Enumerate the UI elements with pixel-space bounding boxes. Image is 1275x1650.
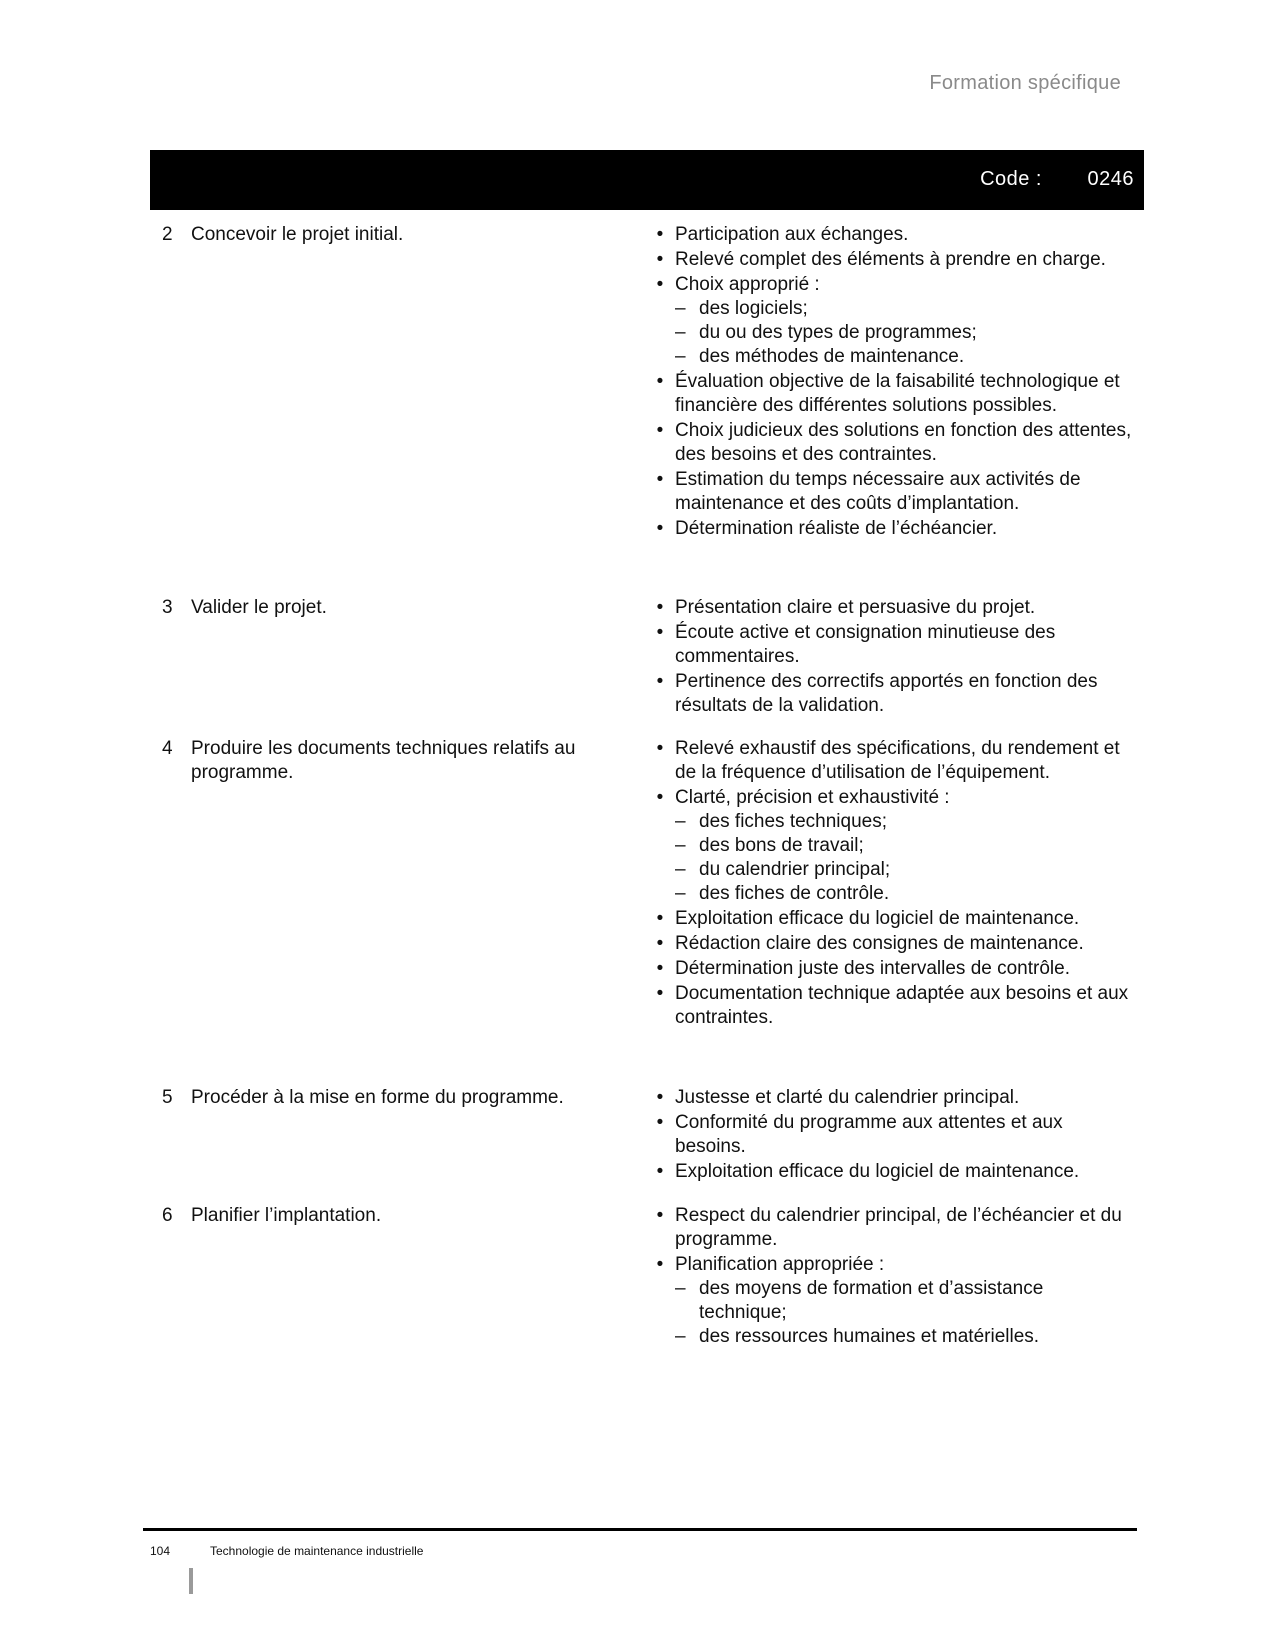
criterion-item bbox=[651, 786, 1136, 906]
step-text: Planifier l’implantation. bbox=[191, 1205, 382, 1226]
dash-icon: – bbox=[675, 811, 686, 832]
bullet-icon: • bbox=[656, 1205, 664, 1226]
step-text: Valider le projet. bbox=[191, 597, 327, 618]
criterion-subitem bbox=[675, 1325, 1136, 1349]
bullet-icon: • bbox=[656, 1087, 664, 1108]
criterion-text: Détermination juste des intervalles de contrôle. bbox=[675, 958, 1070, 979]
criterion-subitem bbox=[675, 810, 1136, 834]
criterion-text: Présentation claire et persuasive du projet. bbox=[675, 597, 1036, 618]
criterion-item bbox=[651, 419, 1136, 467]
bullet-icon: • bbox=[656, 933, 664, 954]
criterion-item bbox=[651, 932, 1136, 956]
criterion-text: Évaluation objective de la faisabilité technologique et financière des différentes solutions possibles. bbox=[675, 371, 1120, 416]
bullet-icon: • bbox=[656, 1161, 664, 1182]
step-cell bbox=[162, 1204, 622, 1228]
criterion-subitem bbox=[675, 297, 1136, 321]
criterion-item bbox=[651, 596, 1136, 620]
bullet-icon: • bbox=[656, 738, 664, 759]
criterion-text: Écoute active et consignation minutieuse des commentaires. bbox=[675, 622, 1056, 667]
footer-rule bbox=[143, 1528, 1137, 1531]
dash-icon: – bbox=[675, 298, 686, 319]
criterion-text: Justesse et clarté du calendrier principal. bbox=[675, 1087, 1020, 1108]
step-text: Concevoir le projet initial. bbox=[191, 224, 404, 245]
criterion-item bbox=[651, 273, 1136, 369]
bullet-icon: • bbox=[656, 597, 664, 618]
criterion-text: Participation aux échanges. bbox=[675, 224, 909, 245]
bullet-icon: • bbox=[656, 908, 664, 929]
criteria-list bbox=[651, 1086, 1136, 1185]
subitem-text: des bons de travail; bbox=[699, 835, 864, 856]
step-text: Produire les documents techniques relatifs au programme. bbox=[191, 738, 576, 783]
criterion-item bbox=[651, 370, 1136, 418]
criterion-item bbox=[651, 982, 1136, 1030]
criterion-subitem bbox=[675, 834, 1136, 858]
criterion-text: Exploitation efficace du logiciel de maintenance. bbox=[675, 1161, 1080, 1182]
criterion-item bbox=[651, 670, 1136, 718]
step-text: Procéder à la mise en forme du programme. bbox=[191, 1087, 564, 1108]
bullet-icon: • bbox=[656, 518, 664, 539]
subitem-text: des logiciels; bbox=[699, 298, 808, 319]
dash-icon: – bbox=[675, 322, 686, 343]
bullet-icon: • bbox=[656, 1112, 664, 1133]
bullet-icon: • bbox=[656, 224, 664, 245]
step-number: 3 bbox=[162, 597, 173, 618]
bullet-icon: • bbox=[656, 469, 664, 490]
step-cell bbox=[162, 223, 622, 247]
criterion-text: Conformité du programme aux attentes et aux besoins. bbox=[675, 1112, 1063, 1157]
criterion-text: Rédaction claire des consignes de maintenance. bbox=[675, 933, 1084, 954]
bullet-icon: • bbox=[656, 622, 664, 643]
bullet-icon: • bbox=[656, 249, 664, 270]
bullet-icon: • bbox=[656, 983, 664, 1004]
criterion-item bbox=[651, 1086, 1136, 1110]
dash-icon: – bbox=[675, 883, 686, 904]
criterion-text: Exploitation efficace du logiciel de maintenance. bbox=[675, 908, 1080, 929]
criteria-list bbox=[651, 223, 1136, 542]
criterion-item bbox=[651, 248, 1136, 272]
criterion-subitem bbox=[675, 1277, 1136, 1325]
criterion-text: Choix approprié : bbox=[675, 274, 820, 295]
dash-icon: – bbox=[675, 1278, 686, 1299]
bullet-icon: • bbox=[656, 1254, 664, 1275]
bullet-icon: • bbox=[656, 371, 664, 392]
criterion-text: Relevé complet des éléments à prendre en charge. bbox=[675, 249, 1106, 270]
step-cell bbox=[162, 737, 622, 785]
step-cell bbox=[162, 596, 622, 620]
criterion-text: Choix judicieux des solutions en fonction des attentes, des besoins et des contraintes. bbox=[675, 420, 1132, 465]
criterion-item bbox=[651, 621, 1136, 669]
code-label: Code : bbox=[980, 168, 1042, 190]
step-number: 6 bbox=[162, 1205, 173, 1226]
subitem-text: du ou des types de programmes; bbox=[699, 322, 977, 343]
subitem-text: des ressources humaines et matérielles. bbox=[699, 1326, 1040, 1347]
criterion-item bbox=[651, 517, 1136, 541]
footer-page-number: 104 bbox=[150, 1544, 171, 1558]
step-number: 4 bbox=[162, 738, 173, 759]
subitem-text: du calendrier principal; bbox=[699, 859, 891, 880]
criterion-subitem bbox=[675, 858, 1136, 882]
subitem-text: des fiches techniques; bbox=[699, 811, 888, 832]
criterion-text: Clarté, précision et exhaustivité : bbox=[675, 787, 950, 808]
step-number: 2 bbox=[162, 224, 173, 245]
criterion-item bbox=[651, 1253, 1136, 1349]
code-value: 0246 bbox=[1087, 168, 1134, 190]
footer-title: Technologie de maintenance industrielle bbox=[210, 1544, 424, 1558]
step-cell bbox=[162, 1086, 622, 1110]
footer-margin-mark bbox=[189, 1568, 193, 1594]
criterion-text: Respect du calendrier principal, de l’échéancier et du programme. bbox=[675, 1205, 1122, 1250]
criterion-item bbox=[651, 1160, 1136, 1184]
criterion-item bbox=[651, 957, 1136, 981]
dash-icon: – bbox=[675, 1326, 686, 1347]
bullet-icon: • bbox=[656, 274, 664, 295]
step-number: 5 bbox=[162, 1087, 173, 1108]
criterion-text: Planification appropriée : bbox=[675, 1254, 885, 1275]
subitem-text: des fiches de contrôle. bbox=[699, 883, 890, 904]
criterion-subitem bbox=[675, 345, 1136, 369]
criterion-text: Documentation technique adaptée aux besoins et aux contraintes. bbox=[675, 983, 1129, 1028]
criterion-item bbox=[651, 737, 1136, 785]
criterion-text: Relevé exhaustif des spécifications, du rendement et de la fréquence d’utilisation de l’équipement. bbox=[675, 738, 1120, 783]
criterion-item bbox=[651, 1111, 1136, 1159]
criterion-text: Pertinence des correctifs apportés en fonction des résultats de la validation. bbox=[675, 671, 1098, 716]
dash-icon: – bbox=[675, 835, 686, 856]
criteria-list bbox=[651, 737, 1136, 1031]
bullet-icon: • bbox=[656, 787, 664, 808]
criterion-text: Estimation du temps nécessaire aux activités de maintenance et des coûts d’implantation. bbox=[675, 469, 1081, 514]
dash-icon: – bbox=[675, 346, 686, 367]
subitem-text: des méthodes de maintenance. bbox=[699, 346, 965, 367]
bullet-icon: • bbox=[656, 420, 664, 441]
criterion-text: Détermination réaliste de l’échéancier. bbox=[675, 518, 998, 539]
criterion-subitem bbox=[675, 882, 1136, 906]
criterion-item bbox=[651, 468, 1136, 516]
code-bar bbox=[150, 150, 1144, 210]
bullet-icon: • bbox=[656, 671, 664, 692]
subitem-text: des moyens de formation et d’assistance technique; bbox=[699, 1278, 1044, 1323]
criteria-list bbox=[651, 1204, 1136, 1350]
criterion-subitem bbox=[675, 321, 1136, 345]
criterion-item bbox=[651, 1204, 1136, 1252]
criterion-item bbox=[651, 223, 1136, 247]
section-header: Formation spécifique bbox=[929, 72, 1121, 94]
criterion-item bbox=[651, 907, 1136, 931]
bullet-icon: • bbox=[656, 958, 664, 979]
dash-icon: – bbox=[675, 859, 686, 880]
criteria-list bbox=[651, 596, 1136, 719]
